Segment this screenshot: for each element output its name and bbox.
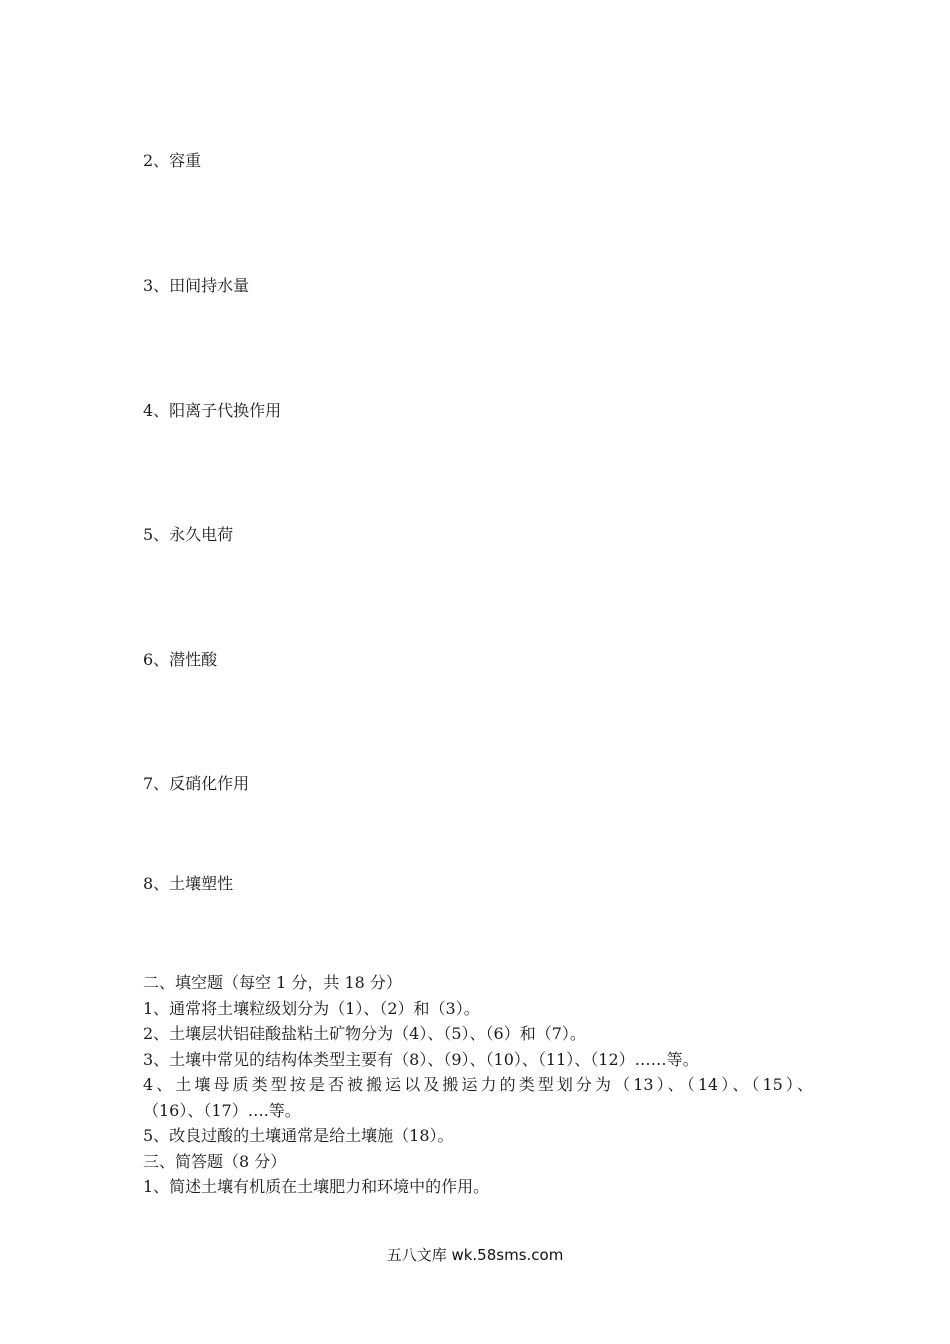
term-7: 7、反硝化作用 bbox=[143, 774, 250, 793]
fill-question-4-line-2: （16）、（17）….等。 bbox=[143, 1100, 301, 1120]
term-3: 3、田间持水量 bbox=[143, 276, 250, 295]
term-2: 2、容重 bbox=[143, 151, 202, 170]
fill-question-5: 5、改良过酸的土壤通常是给土壤施（18）。 bbox=[143, 1126, 454, 1145]
term-4: 4、阳离子代换作用 bbox=[143, 401, 282, 420]
short-section-heading: 三、简答题（8 分） bbox=[143, 1151, 287, 1171]
short-question-1: 1、简述土壤有机质在土壤肥力和环境中的作用。 bbox=[143, 1177, 490, 1196]
fill-section-heading: 二、填空题（每空 1 分，共 18 分） bbox=[143, 973, 402, 992]
term-6: 6、潜性酸 bbox=[143, 650, 218, 669]
term-5: 5、永久电荷 bbox=[143, 525, 234, 544]
footer-watermark: 五八文库 wk.58sms.com bbox=[386, 1246, 564, 1264]
questions-block bbox=[143, 970, 813, 1200]
fill-question-3: 3、土壤中常见的结构体类型主要有（8）、（9）、（10）、（11）、（12）……等。 bbox=[143, 1049, 699, 1069]
fill-question-1: 1、通常将土壤粒级划分为（1）、（2）和（3）。 bbox=[143, 998, 480, 1018]
fill-question-4-line-1: 4、土壤母质类型按是否被搬运以及搬运力的类型划分为（13）、（14）、（15）、 bbox=[143, 1075, 813, 1094]
fill-question-2: 2、土壤层状铝硅酸盐粘土矿物分为（4）、（5）、（6）和（7）。 bbox=[143, 1024, 586, 1043]
term-8: 8、土壤塑性 bbox=[143, 874, 234, 893]
